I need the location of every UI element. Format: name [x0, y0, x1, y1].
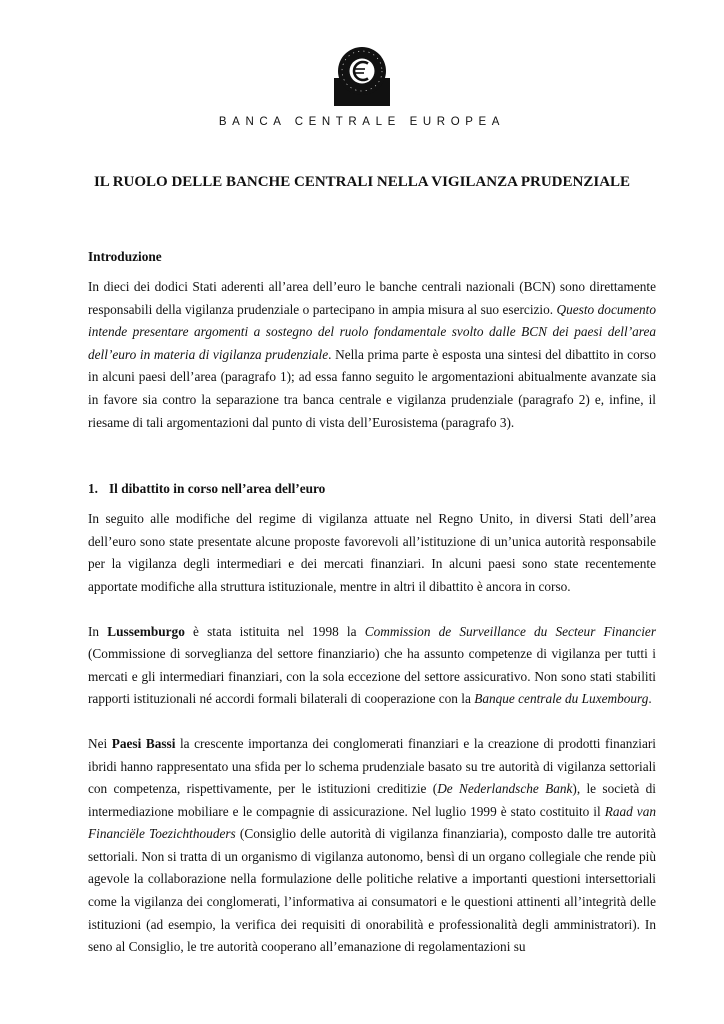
section-1-heading	[88, 478, 656, 500]
document-title: IL RUOLO DELLE BANCHE CENTRALI NELLA VIGILANZA PRUDENZIALE	[93, 174, 631, 190]
section-1-paragraph-2	[88, 621, 656, 711]
text: In	[88, 623, 108, 639]
text: è stata istituita nel 1998 la	[184, 623, 365, 639]
country-luxembourg: Lussemburgo	[107, 623, 185, 639]
section-1-paragraph-3	[88, 733, 656, 959]
intro-italic-text: Questo documento intende presentare argomenti a sostegno del ruolo fondamentale svolto dalle BCN dei paesi dell’area dell’euro in materia di vigilanza prudenziale	[88, 301, 656, 362]
text: (Consiglio delle autorità di vigilanza finanziaria), composto dalle tre autorità settoriali. Non si tratta di un organismo di vigilanza autonomo, bensì di un organo collegiale che rende più agevole la collaborazione nella formulazione delle politiche relative a importanti questioni intersettoriali come la vigilanza dei conglomerati, l’informativa ai consumatori e le questioni attinenti all’integrità delle istituzioni (ad esempio, la verifica dei requisiti di onorabilità e professionalità degli amministratori). In seno al Consiglio, le tre autorità cooperano all’emanazione di regolamentazioni su	[88, 826, 656, 955]
ecb-euro-logo-icon	[332, 46, 392, 106]
section-number: 1.	[88, 481, 98, 497]
text: la crescente importanza dei conglomerati finanziari e la creazione di prodotti finanziari ibridi hanno rappresentato una sfida per lo schema prudenziale basato su tre autorità di vigilanza settoriali con competenza, rispettivamente, per le istituzioni creditizie (	[88, 735, 656, 797]
institution-name: Raad van Financiële Toezichthouders	[88, 803, 657, 842]
intro-text: In dieci dei dodici Stati aderenti all’area dell’euro le banche centrali nazionali (BCN) sono direttamente responsabili della vigilanza prudenziale o partecipano in ampia misura al suo esercizio.	[88, 279, 656, 317]
institution-name: Commission de Surveillance du Secteur Financier	[364, 623, 656, 639]
ecb-logo	[0, 46, 724, 106]
text: (Commissione di sorveglianza del settore finanziario) che ha assunto competenze di vigilanza per tutti i mercati e gli intermediari finanziari, con la sola eccezione del settore assicurativo. Non sono stati stabiliti rapporti istituzionali né accordi formali bilaterali di cooperazione con la	[88, 646, 656, 707]
document-body	[88, 246, 656, 959]
country-netherlands: Paesi Bassi	[111, 735, 176, 751]
brand-name: BANCA CENTRALE EUROPEA	[218, 116, 506, 128]
institution-name: De Nederlandsche Bank	[437, 781, 573, 797]
section-1-paragraph-1: In seguito alle modifiche del regime di vigilanza attuate nel Regno Unito, in diversi Stati dell’area dell’euro sono state presentate alcune proposte favorevoli all’istituzione di un’unica autorità responsabile per la vigilanza degli intermediari e dei mercati finanziari. In alcuni paesi sono state recentemente apportate modifiche alla struttura istituzionale, mentre in altri il dibattito è ancora in corso.	[88, 511, 656, 594]
intro-heading: Introduzione	[88, 249, 162, 264]
intro-text-2: . Nella prima parte è esposta una sintesi del dibattito in corso in alcuni paesi dell’area (paragrafo 1); ad essa fanno seguito le argomentazioni abitualmente avanzate sia in favore sia contro la separazione tra banca centrale e vigilanza prudenziale (paragrafo 2) e, infine, il riesame di tali argomentazioni dal punto di vista dell’Eurosistema (paragrafo 3).	[88, 346, 656, 430]
text: .	[648, 691, 652, 707]
institution-name: Banque centrale du Luxembourg	[474, 691, 649, 707]
section-title: Il dibattito in corso nell’area dell’euro	[109, 481, 326, 497]
text: ), le società di intermediazione mobiliare e le compagnie di assicurazione. Nel luglio 1999 è stato costituito il	[88, 781, 656, 819]
intro-paragraph	[88, 276, 656, 434]
text: Nei	[88, 735, 112, 751]
